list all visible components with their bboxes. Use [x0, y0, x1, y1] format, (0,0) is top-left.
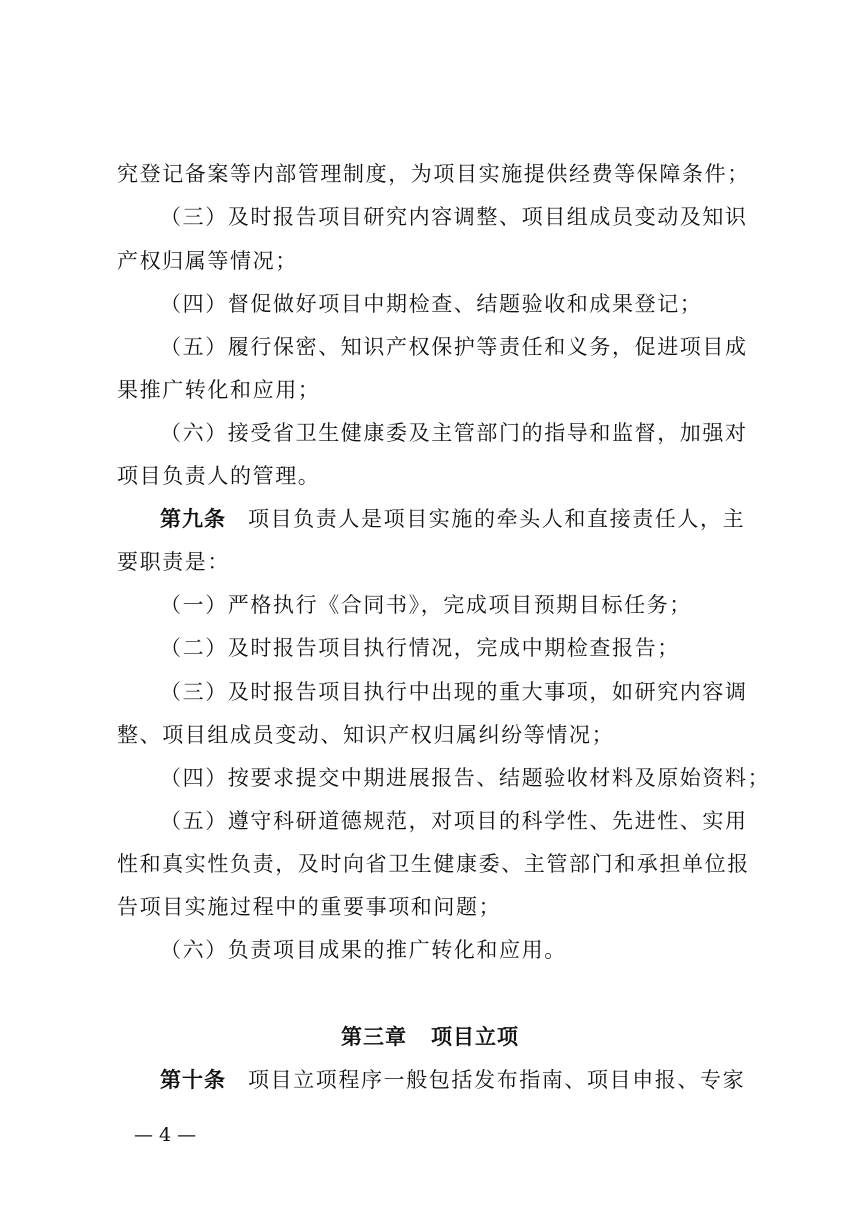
paragraph-line: （六）负责项目成果的推广转化和应用。: [160, 938, 567, 962]
paragraph-line: 究登记备案等内部管理制度，为项目实施提供经费等保障条件；: [117, 162, 750, 186]
article-10-text: 项目立项程序一般包括发布指南、项目申报、专家: [248, 1068, 746, 1092]
paragraph-line: （五）遵守科研道德规范，对项目的科学性、先进性、实用: [160, 809, 748, 833]
paragraph-line: （四）按要求提交中期进展报告、结题验收材料及原始资料；: [160, 766, 771, 790]
paragraph-line: 性和真实性负责，及时向省卫生健康委、主管部门和承担单位报: [117, 852, 750, 876]
paragraph-line: （二）及时报告项目执行情况，完成中期检查报告；: [160, 636, 680, 660]
paragraph-line: （三）及时报告项目研究内容调整、项目组成员变动及知识: [160, 205, 748, 229]
paragraph-line: 要职责是：: [117, 550, 230, 574]
paragraph-line: 项目负责人的管理。: [117, 464, 321, 488]
article-10-label: 第十条: [160, 1068, 226, 1092]
article-9-text: 项目负责人是项目实施的牵头人和直接责任人，主: [248, 507, 746, 531]
paragraph-line: （一）严格执行《合同书》，完成项目预期目标任务；: [160, 593, 692, 617]
article-9-label: 第九条: [160, 507, 226, 531]
paragraph-line: （三）及时报告项目执行中出现的重大事项，如研究内容调: [160, 680, 748, 704]
chapter-number: 第三章: [341, 1025, 407, 1049]
paragraph-line: （六）接受省卫生健康委及主管部门的指导和监督，加强对: [160, 421, 748, 445]
chapter-title: 项目立项: [431, 1025, 519, 1049]
paragraph-line: 果推广转化和应用；: [117, 378, 321, 402]
chapter-heading: [0, 1022, 860, 1052]
paragraph-line: 产权归属等情况；: [117, 249, 298, 273]
paragraph-line: 整、项目组成员变动、知识产权归属纠纷等情况；: [117, 723, 615, 747]
paragraph-line: 告项目实施过程中的重要事项和问题；: [117, 895, 502, 919]
page-number: — 4 —: [134, 1124, 197, 1146]
article-10-line: [160, 1065, 800, 1095]
article-9-line: [160, 504, 800, 534]
paragraph-line: （五）履行保密、知识产权保护等责任和义务，促进项目成: [160, 335, 748, 359]
paragraph-line: （四）督促做好项目中期检查、结题验收和成果登记；: [160, 292, 703, 316]
